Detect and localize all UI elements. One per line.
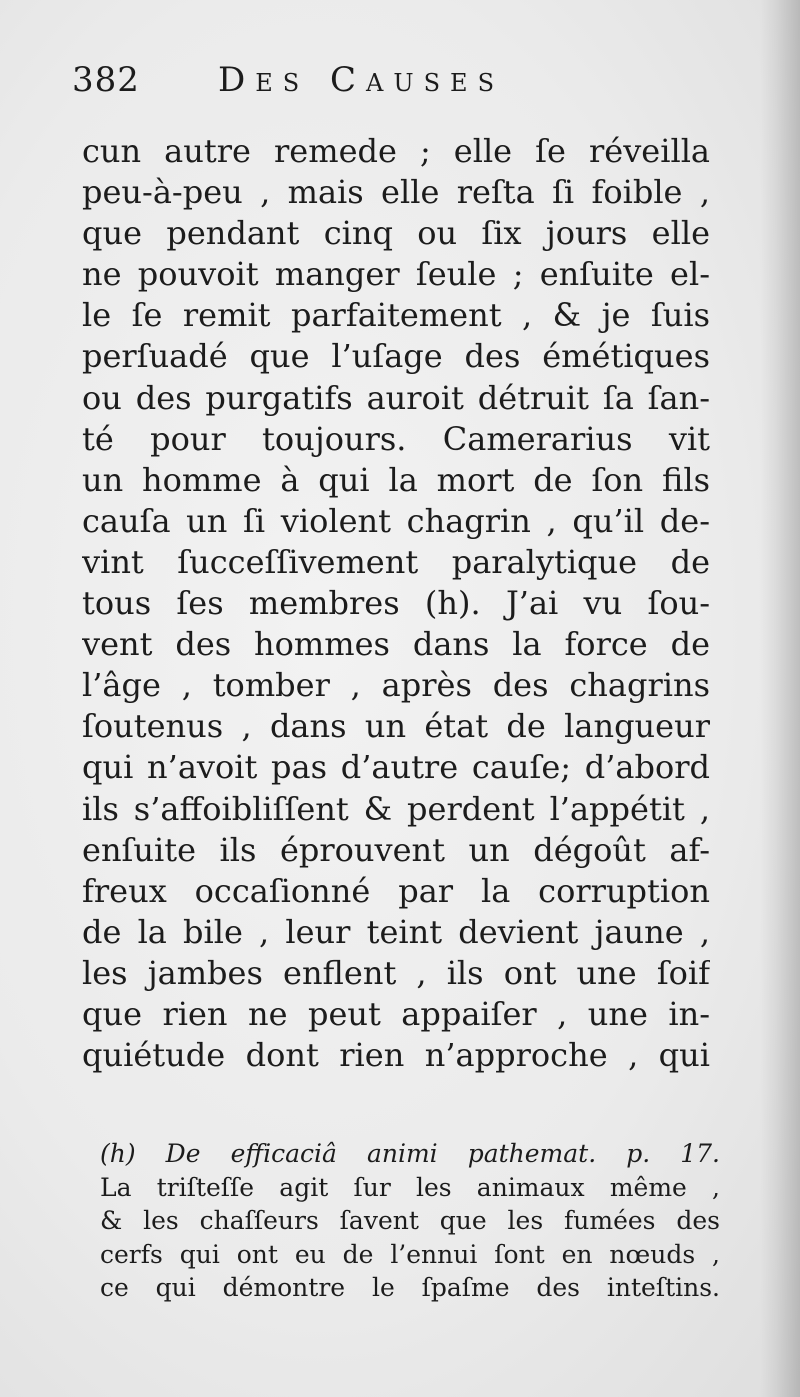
page-edge-shadow (760, 0, 800, 1397)
footnote-line: cerfs qui ont eu de l’ennui ſont en nœuds , (100, 1239, 720, 1269)
text-line: té pour toujours. Camerarius vit (82, 419, 710, 458)
footnote-citation: (h) De efficaciâ animi pathemat. p. 17. (100, 1139, 720, 1168)
running-title: Des Causes (218, 60, 505, 100)
text-line: cun autre remede ; elle ſe réveilla (82, 132, 710, 170)
text-line: l’âge , tomber , après des chagrins (82, 666, 710, 705)
text-line: freux occaſionné par la corruption (82, 871, 710, 910)
text-line: cauſa un ſi violent chagrin , qu’il de- (82, 501, 710, 540)
text-line: un homme à qui la mort de ſon fils (82, 460, 710, 499)
text-line: qui n’avoit pas d’autre cauſe; d’abord (82, 748, 710, 787)
text-line: le ſe remit parfaitement , & je ſuis (82, 296, 710, 335)
page-header (72, 60, 712, 110)
footnotes-block (100, 1137, 720, 1305)
text-line: de la bile , leur teint devient jaune , (82, 912, 710, 951)
footnote-line: La triſteſſe agit ſur les animaux même , (100, 1172, 720, 1202)
footnote-line: & les chaſſeurs ſavent que les fumées des (100, 1206, 720, 1235)
text-line: ſoutenus , dans un état de langueur (82, 707, 710, 746)
text-line: que rien ne peut appaiſer , une in- (82, 994, 710, 1033)
page-number: 382 (72, 60, 140, 100)
text-line: ne pouvoit manger ſeule ; enſuite el- (82, 255, 710, 294)
text-line: tous ſes membres (h). J’ai vu ſou- (82, 584, 710, 623)
main-text-block (82, 131, 710, 1076)
text-line: enſuite ils éprouvent un dégoût af- (82, 830, 710, 869)
text-line: peu-à-peu , mais elle reſta ſi foible , (82, 173, 710, 212)
text-line: les jambes enflent , ils ont une ſoif (82, 953, 710, 992)
text-line: ils s’affoibliſſent & perdent l’appétit , (82, 789, 710, 828)
text-line: vint ſucceſſivement paralytique de (82, 542, 710, 581)
text-line: vent des hommes dans la force de (82, 625, 710, 664)
text-line: perſuadé que l’uſage des émétiques (82, 337, 710, 376)
text-line: ou des purgatifs auroit détruit ſa ſan- (82, 378, 710, 417)
footnote-line: ce qui démontre le ſpaſme des inteſtins. (100, 1273, 720, 1302)
text-line: quiétude dont rien n’approche , qui (82, 1036, 710, 1075)
text-line: que pendant cinq ou ſix jours elle (82, 214, 710, 253)
